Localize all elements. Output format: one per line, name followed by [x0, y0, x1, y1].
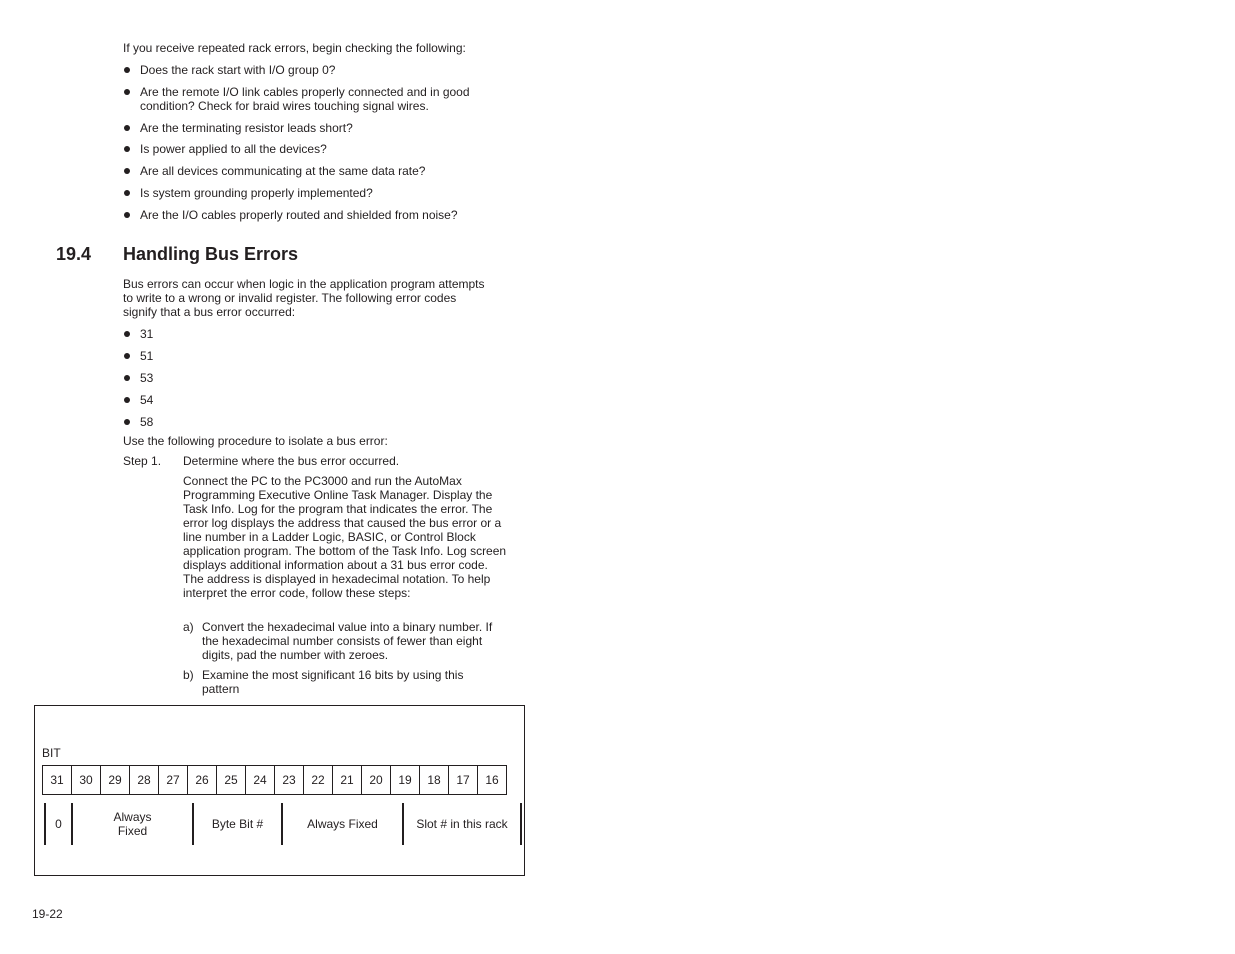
bit-cell: 24: [246, 766, 275, 794]
bit-cell: 22: [304, 766, 333, 794]
bullet-icon: [124, 353, 130, 359]
bit-cell: 28: [130, 766, 159, 794]
procedure-intro: Use the following procedure to isolate a bus error:: [123, 434, 388, 448]
bullet-icon: [124, 67, 130, 73]
bullet-icon: [124, 419, 130, 425]
bus-intro-paragraph: Bus errors can occur when logic in the application program attempts to write to a wrong or invalid register. The following error codes signify that a bus error occurred:: [123, 277, 485, 319]
page-number: 19-22: [32, 907, 63, 921]
step-label: Step 1.: [123, 454, 162, 468]
bullet-icon: [124, 375, 130, 381]
bit-cell: 29: [101, 766, 130, 794]
bullet-icon: [124, 331, 130, 337]
bit-cell: 21: [333, 766, 362, 794]
bullet-icon: [124, 397, 130, 403]
section-number: 19.4: [56, 244, 92, 264]
bullet-icon: [124, 125, 130, 131]
bit-cell: 30: [72, 766, 101, 794]
bullet-icon: [124, 168, 130, 174]
bit-label: BIT: [42, 746, 61, 760]
bit-row: [42, 765, 507, 795]
step-body: Connect the PC to the PC3000 and run the AutoMax Programming Executive Online Task Manager. Display the Task Info. Log for the program that indicates the error. The error log displays the address that caused the bus error or a line number in a Ladder Logic, BASIC, or Control Block application program. The bottom of the Task Info. Log screen displays additional information about a 31 bus error code. The address is displayed in hexadecimal notation. To help interpret the error code, follow these steps:: [183, 474, 507, 600]
field-bit-31: 0: [44, 803, 71, 845]
bullet-icon: [124, 212, 130, 218]
bullet-icon: [124, 190, 130, 196]
bullet-icon: [124, 146, 130, 152]
bit-pattern-figure: [34, 705, 525, 876]
field-slot-number: Slot # in this rack: [402, 803, 522, 845]
bit-cell: 31: [43, 766, 72, 794]
field-byte-bit: Byte Bit #: [192, 803, 281, 845]
bit-cell: 27: [159, 766, 188, 794]
step-title: Determine where the bus error occurred.: [183, 454, 400, 468]
bit-cell: 18: [420, 766, 449, 794]
bit-cell: 20: [362, 766, 391, 794]
bit-cell: 16: [478, 766, 507, 794]
intro-text: If you receive repeated rack errors, begin checking the following:: [123, 41, 466, 55]
bit-cell: 17: [449, 766, 478, 794]
bit-cell: 23: [275, 766, 304, 794]
bit-cell: 26: [188, 766, 217, 794]
field-always-fixed-2: Always Fixed: [281, 803, 402, 845]
bullet-icon: [124, 89, 130, 95]
field-always-fixed-1: Always Fixed: [71, 803, 192, 845]
bit-cell: 19: [391, 766, 420, 794]
bit-cell: 25: [217, 766, 246, 794]
section-title: Handling Bus Errors: [123, 244, 299, 264]
